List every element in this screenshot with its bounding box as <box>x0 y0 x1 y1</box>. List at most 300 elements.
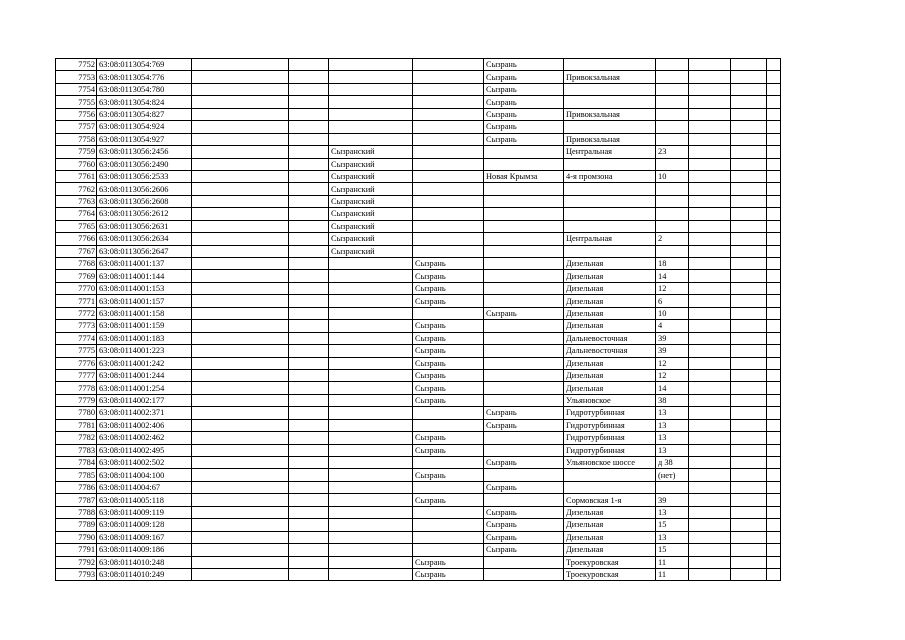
table-cell <box>192 170 289 182</box>
table-cell: Сызрань <box>484 519 564 531</box>
table-cell <box>767 258 781 270</box>
table-cell <box>192 419 289 431</box>
table-cell <box>767 519 781 531</box>
table-cell <box>731 419 767 431</box>
table-cell <box>484 208 564 220</box>
cadastral-number-cell: 63:08:0114001:158 <box>97 307 192 319</box>
table-cell <box>289 531 329 543</box>
cadastral-number-cell: 63:08:0113056:2490 <box>97 158 192 170</box>
table-cell <box>731 481 767 493</box>
table-cell <box>413 108 484 120</box>
table-cell <box>731 357 767 369</box>
table-cell <box>731 208 767 220</box>
cadastral-number-cell: 63:08:0114001:153 <box>97 282 192 294</box>
row-number-cell: 7787 <box>56 494 97 506</box>
row-number-cell: 7774 <box>56 332 97 344</box>
table-cell <box>767 444 781 456</box>
table-cell: Гидротурбинная <box>564 407 656 419</box>
table-cell <box>484 158 564 170</box>
cadastral-number-cell: 63:08:0113054:827 <box>97 108 192 120</box>
table-cell <box>767 469 781 481</box>
cadastral-number-cell: 63:08:0113056:2634 <box>97 233 192 245</box>
table-cell <box>767 108 781 120</box>
row-number-cell: 7762 <box>56 183 97 195</box>
table-cell <box>192 270 289 282</box>
cadastral-number-cell: 63:08:0114001:159 <box>97 320 192 332</box>
table-cell: 14 <box>656 270 689 282</box>
table-cell <box>329 270 413 282</box>
table-cell <box>767 481 781 493</box>
table-cell <box>731 494 767 506</box>
table-cell: 10 <box>656 307 689 319</box>
table-cell <box>731 556 767 568</box>
table-cell <box>329 407 413 419</box>
table-cell: Дизельная <box>564 307 656 319</box>
cadastral-number-cell: 63:08:0113056:2606 <box>97 183 192 195</box>
table-row <box>56 245 781 257</box>
table-cell <box>564 83 656 95</box>
table-cell <box>656 158 689 170</box>
table-cell: Сызрань <box>484 531 564 543</box>
table-cell: Дизельная <box>564 369 656 381</box>
cadastral-number-cell: 63:08:0113054:927 <box>97 133 192 145</box>
table-cell <box>329 108 413 120</box>
table-cell <box>329 121 413 133</box>
row-number-cell: 7757 <box>56 121 97 133</box>
table-cell <box>731 96 767 108</box>
table-cell <box>413 407 484 419</box>
table-row <box>56 233 781 245</box>
table-cell <box>564 158 656 170</box>
cadastral-number-cell: 63:08:0114005:118 <box>97 494 192 506</box>
table-cell <box>289 258 329 270</box>
row-number-cell: 7783 <box>56 444 97 456</box>
table-cell <box>413 146 484 158</box>
table-cell <box>689 146 731 158</box>
cadastral-number-cell: 63:08:0114004:67 <box>97 481 192 493</box>
table-cell <box>289 407 329 419</box>
table-cell <box>329 544 413 556</box>
table-cell <box>484 357 564 369</box>
table-cell: Сызрань <box>413 469 484 481</box>
table-cell <box>413 245 484 257</box>
table-cell <box>689 432 731 444</box>
cadastral-number-cell: 63:08:0114002:462 <box>97 432 192 444</box>
table-cell <box>731 183 767 195</box>
table-cell <box>192 556 289 568</box>
table-cell <box>289 133 329 145</box>
table-cell <box>564 183 656 195</box>
table-row <box>56 270 781 282</box>
cadastral-number-cell: 63:08:0114001:244 <box>97 369 192 381</box>
table-cell: Сызрань <box>484 407 564 419</box>
table-cell: Центральная <box>564 146 656 158</box>
table-cell <box>289 96 329 108</box>
table-cell <box>289 519 329 531</box>
table-row <box>56 544 781 556</box>
row-number-cell: 7785 <box>56 469 97 481</box>
table-row <box>56 457 781 469</box>
table-body <box>56 59 781 581</box>
table-cell <box>767 556 781 568</box>
table-cell <box>564 121 656 133</box>
row-number-cell: 7754 <box>56 83 97 95</box>
table-cell <box>731 83 767 95</box>
table-cell: Сызрань <box>484 133 564 145</box>
row-number-cell: 7778 <box>56 382 97 394</box>
table-cell <box>192 444 289 456</box>
table-cell: Сызрань <box>413 556 484 568</box>
table-cell <box>689 407 731 419</box>
table-cell <box>564 208 656 220</box>
table-cell <box>731 258 767 270</box>
table-cell <box>767 245 781 257</box>
table-cell <box>329 332 413 344</box>
table-row <box>56 146 781 158</box>
row-number-cell: 7779 <box>56 394 97 406</box>
table-cell: Дизельная <box>564 506 656 518</box>
table-cell <box>192 320 289 332</box>
table-cell <box>767 170 781 182</box>
table-cell <box>689 108 731 120</box>
table-cell <box>289 544 329 556</box>
table-cell: Дизельная <box>564 258 656 270</box>
cadastral-number-cell: 63:08:0114002:371 <box>97 407 192 419</box>
table-cell <box>329 96 413 108</box>
table-cell <box>329 357 413 369</box>
cadastral-number-cell: 63:08:0114001:223 <box>97 345 192 357</box>
row-number-cell: 7788 <box>56 506 97 518</box>
table-cell <box>289 183 329 195</box>
table-cell <box>484 382 564 394</box>
table-cell <box>329 369 413 381</box>
table-cell <box>413 544 484 556</box>
table-cell <box>767 345 781 357</box>
table-cell: 12 <box>656 369 689 381</box>
table-cell: (нет) <box>656 469 689 481</box>
table-cell <box>689 195 731 207</box>
table-cell <box>329 506 413 518</box>
table-cell <box>656 195 689 207</box>
table-row <box>56 121 781 133</box>
table-row <box>56 282 781 294</box>
table-cell <box>689 208 731 220</box>
table-cell: Центральная <box>564 233 656 245</box>
cadastral-number-cell: 63:08:0113054:776 <box>97 71 192 83</box>
table-cell: 13 <box>656 407 689 419</box>
table-cell <box>731 282 767 294</box>
row-number-cell: 7789 <box>56 519 97 531</box>
table-cell <box>192 220 289 232</box>
row-number-cell: 7761 <box>56 170 97 182</box>
table-cell <box>767 494 781 506</box>
row-number-cell: 7782 <box>56 432 97 444</box>
table-cell <box>484 282 564 294</box>
table-cell <box>289 332 329 344</box>
table-cell <box>289 158 329 170</box>
table-cell: Сызрань <box>413 444 484 456</box>
table-cell: Сызранский <box>329 170 413 182</box>
table-cell <box>329 444 413 456</box>
table-cell <box>689 469 731 481</box>
table-cell: 13 <box>656 444 689 456</box>
table-cell <box>289 307 329 319</box>
table-cell: Сызрань <box>484 481 564 493</box>
table-cell: Сызранский <box>329 195 413 207</box>
table-cell <box>731 382 767 394</box>
table-cell <box>564 245 656 257</box>
table-row <box>56 158 781 170</box>
table-cell <box>329 494 413 506</box>
table-cell <box>329 83 413 95</box>
table-cell <box>689 245 731 257</box>
row-number-cell: 7753 <box>56 71 97 83</box>
table-cell <box>289 345 329 357</box>
table-row <box>56 220 781 232</box>
table-cell <box>564 59 656 71</box>
row-number-cell: 7755 <box>56 96 97 108</box>
table-cell <box>289 481 329 493</box>
table-cell <box>192 208 289 220</box>
table-cell <box>484 568 564 580</box>
table-cell <box>767 59 781 71</box>
table-cell <box>329 295 413 307</box>
table-cell <box>689 506 731 518</box>
table-cell <box>689 170 731 182</box>
table-row <box>56 332 781 344</box>
table-cell <box>564 481 656 493</box>
table-cell <box>767 432 781 444</box>
table-cell <box>767 369 781 381</box>
table-cell: Сызрань <box>484 121 564 133</box>
table-cell <box>329 481 413 493</box>
table-cell: Дизельная <box>564 531 656 543</box>
table-cell <box>289 121 329 133</box>
table-cell <box>289 295 329 307</box>
table-cell: Сызрань <box>413 345 484 357</box>
table-cell <box>731 245 767 257</box>
table-cell <box>564 96 656 108</box>
table-cell: Сызрань <box>484 419 564 431</box>
table-row <box>56 170 781 182</box>
table-cell <box>289 457 329 469</box>
table-cell: 13 <box>656 506 689 518</box>
cadastral-number-cell: 63:08:0113054:824 <box>97 96 192 108</box>
table-cell: Сызранский <box>329 146 413 158</box>
cadastral-number-cell: 63:08:0114004:100 <box>97 469 192 481</box>
table-cell <box>192 481 289 493</box>
table-cell <box>413 133 484 145</box>
table-cell: 39 <box>656 345 689 357</box>
table-cell <box>289 59 329 71</box>
cadastral-number-cell: 63:08:0114010:249 <box>97 568 192 580</box>
row-number-cell: 7791 <box>56 544 97 556</box>
table-cell: Дальневосточная <box>564 345 656 357</box>
table-cell: Ульяновское шоссе <box>564 457 656 469</box>
table-cell: Сызрань <box>484 71 564 83</box>
table-cell <box>689 183 731 195</box>
table-cell <box>731 233 767 245</box>
table-cell <box>413 158 484 170</box>
table-cell <box>731 320 767 332</box>
table-cell <box>689 233 731 245</box>
table-cell <box>689 556 731 568</box>
table-cell <box>731 133 767 145</box>
table-cell <box>329 469 413 481</box>
table-cell <box>731 457 767 469</box>
table-cell <box>656 83 689 95</box>
table-cell <box>689 282 731 294</box>
table-cell: 13 <box>656 419 689 431</box>
table-cell <box>484 394 564 406</box>
table-cell <box>289 556 329 568</box>
table-cell <box>192 544 289 556</box>
table-cell <box>329 382 413 394</box>
table-cell <box>289 71 329 83</box>
table-cell <box>413 96 484 108</box>
table-cell <box>289 245 329 257</box>
table-cell <box>192 531 289 543</box>
table-cell <box>413 195 484 207</box>
table-cell <box>192 345 289 357</box>
table-row <box>56 481 781 493</box>
table-cell <box>192 457 289 469</box>
table-cell <box>413 307 484 319</box>
table-cell <box>689 295 731 307</box>
table-cell <box>192 71 289 83</box>
table-cell: Гидротурбинная <box>564 419 656 431</box>
table-cell <box>731 531 767 543</box>
table-cell <box>689 270 731 282</box>
table-cell <box>767 83 781 95</box>
table-cell <box>731 568 767 580</box>
table-cell <box>767 457 781 469</box>
row-number-cell: 7777 <box>56 369 97 381</box>
table-cell <box>731 444 767 456</box>
cadastral-number-cell: 63:08:0113056:2456 <box>97 146 192 158</box>
row-number-cell: 7770 <box>56 282 97 294</box>
table-row <box>56 133 781 145</box>
table-cell <box>731 71 767 83</box>
table-cell <box>413 83 484 95</box>
table-row <box>56 568 781 580</box>
cadastral-number-cell: 63:08:0114001:183 <box>97 332 192 344</box>
table-cell: Сызрань <box>413 282 484 294</box>
cadastral-number-cell: 63:08:0113056:2533 <box>97 170 192 182</box>
table-cell <box>484 258 564 270</box>
table-cell: 14 <box>656 382 689 394</box>
table-cell <box>767 158 781 170</box>
table-row <box>56 519 781 531</box>
table-cell: Сызрань <box>484 506 564 518</box>
table-cell <box>289 146 329 158</box>
cadastral-number-cell: 63:08:0114001:242 <box>97 357 192 369</box>
table-cell <box>192 332 289 344</box>
table-row <box>56 83 781 95</box>
table-cell: Сызрань <box>484 457 564 469</box>
table-cell <box>731 519 767 531</box>
table-cell <box>289 320 329 332</box>
table-cell <box>289 394 329 406</box>
table-cell: Сызранский <box>329 245 413 257</box>
table-cell <box>656 245 689 257</box>
table-cell <box>689 394 731 406</box>
cadastral-number-cell: 63:08:0113054:924 <box>97 121 192 133</box>
table-cell <box>656 133 689 145</box>
table-cell: Сызранский <box>329 220 413 232</box>
table-cell <box>484 556 564 568</box>
table-cell <box>192 519 289 531</box>
table-cell <box>329 71 413 83</box>
table-cell <box>731 544 767 556</box>
table-cell: 11 <box>656 568 689 580</box>
table-cell <box>564 469 656 481</box>
cadastral-number-cell: 63:08:0113054:780 <box>97 83 192 95</box>
table-cell <box>289 419 329 431</box>
table-cell <box>192 195 289 207</box>
table-cell <box>192 407 289 419</box>
table-row <box>56 96 781 108</box>
table-cell <box>689 568 731 580</box>
table-cell <box>689 382 731 394</box>
table-cell <box>289 444 329 456</box>
table-cell <box>767 183 781 195</box>
table-cell: 4-я промзона <box>564 170 656 182</box>
table-cell: Сызранский <box>329 158 413 170</box>
table-cell <box>731 59 767 71</box>
table-cell <box>731 407 767 419</box>
table-cell: 10 <box>656 170 689 182</box>
table-cell <box>564 220 656 232</box>
table-cell <box>192 282 289 294</box>
table-row <box>56 59 781 71</box>
cadastral-number-cell: 63:08:0113054:769 <box>97 59 192 71</box>
table-row <box>56 419 781 431</box>
table-cell: 39 <box>656 332 689 344</box>
table-cell: Троекуровская <box>564 568 656 580</box>
table-cell <box>413 170 484 182</box>
table-cell <box>689 357 731 369</box>
table-cell <box>656 59 689 71</box>
table-cell <box>289 382 329 394</box>
cadastral-number-cell: 63:08:0114009:167 <box>97 531 192 543</box>
table-cell <box>731 469 767 481</box>
table-cell: 2 <box>656 233 689 245</box>
table-cell: 13 <box>656 432 689 444</box>
table-cell <box>767 544 781 556</box>
table-cell <box>689 481 731 493</box>
table-cell <box>192 295 289 307</box>
table-cell: Дизельная <box>564 320 656 332</box>
table-cell: Сызрань <box>484 83 564 95</box>
table-cell <box>289 506 329 518</box>
row-number-cell: 7766 <box>56 233 97 245</box>
table-cell <box>192 568 289 580</box>
table-cell: Сызрань <box>413 258 484 270</box>
table-cell <box>731 332 767 344</box>
table-cell <box>656 220 689 232</box>
table-cell <box>689 444 731 456</box>
table-cell: Дизельная <box>564 519 656 531</box>
table-cell <box>767 121 781 133</box>
table-cell <box>289 568 329 580</box>
table-cell <box>689 83 731 95</box>
table-cell <box>192 233 289 245</box>
table-cell <box>413 519 484 531</box>
table-cell <box>413 59 484 71</box>
table-row <box>56 556 781 568</box>
row-number-cell: 7767 <box>56 245 97 257</box>
